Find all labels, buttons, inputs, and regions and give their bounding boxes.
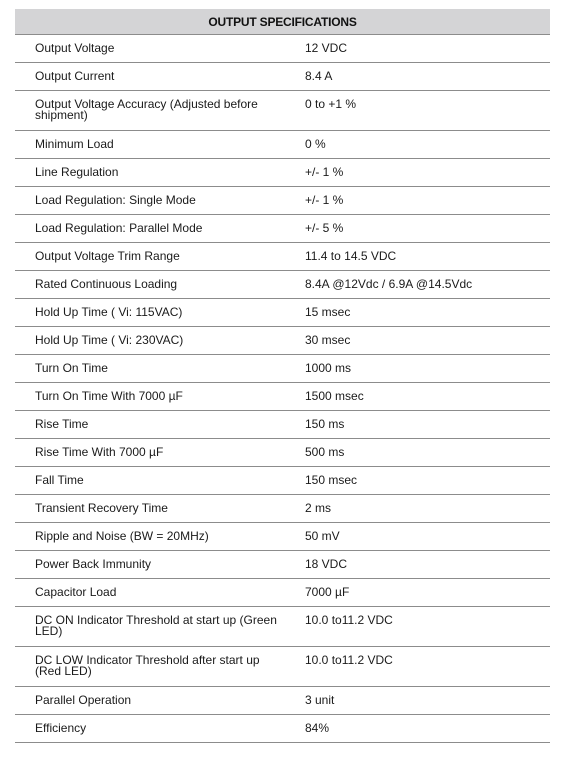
- spec-value: 1000 ms: [305, 361, 352, 375]
- spec-value: 15 msec: [305, 305, 351, 319]
- spec-value: 8.4A @12Vdc / 6.9A @14.5Vdc: [305, 277, 473, 291]
- table-row: [15, 551, 550, 579]
- spec-value: 3 unit: [305, 693, 335, 707]
- table-row: [15, 411, 550, 439]
- table-row: [15, 355, 550, 383]
- table-row: [15, 607, 550, 647]
- spec-value: 10.0 to11.2 VDC: [305, 613, 393, 627]
- table-row: [15, 187, 550, 215]
- spec-value: 0 to +1 %: [305, 97, 357, 111]
- spec-value: +/- 1 %: [305, 165, 344, 179]
- spec-label: Parallel Operation: [35, 693, 132, 707]
- spec-value: 18 VDC: [305, 557, 348, 571]
- spec-label: Power Back Immunity: [35, 557, 152, 571]
- table-row: [15, 715, 550, 743]
- spec-value: 150 msec: [305, 473, 358, 487]
- spec-label: Turn On Time: [35, 361, 108, 375]
- spec-value: 8.4 A: [305, 69, 333, 83]
- table-row: [15, 271, 550, 299]
- table-title: OUTPUT SPECIFICATIONS: [15, 9, 550, 35]
- spec-label: Transient Recovery Time: [35, 501, 168, 515]
- spec-label: Ripple and Noise (BW = 20MHz): [35, 529, 209, 543]
- spec-value: 500 ms: [305, 445, 345, 459]
- spec-value: 11.4 to 14.5 VDC: [305, 249, 397, 263]
- table-row: [15, 383, 550, 411]
- table-row: [15, 215, 550, 243]
- table-row: [15, 467, 550, 495]
- spec-label: Output Voltage Accuracy (Adjusted before shipment): [35, 97, 258, 122]
- spec-value: 2 ms: [305, 501, 332, 515]
- table-row: [15, 131, 550, 159]
- table-row: [15, 439, 550, 467]
- table-row: [15, 63, 550, 91]
- spec-label: Minimum Load: [35, 137, 114, 151]
- spec-label: Rise Time: [35, 417, 89, 431]
- spec-value: 7000 µF: [305, 585, 350, 599]
- spec-value: +/- 5 %: [305, 221, 344, 235]
- spec-label: DC LOW Indicator Threshold after start up (Red LED): [35, 653, 260, 678]
- spec-label: Rated Continuous Loading: [35, 277, 178, 291]
- spec-value: +/- 1 %: [305, 193, 344, 207]
- table-row: [15, 523, 550, 551]
- spec-label: Load Regulation: Single Mode: [35, 193, 196, 207]
- table-row: [15, 579, 550, 607]
- spec-label: Turn On Time With 7000 µF: [35, 389, 183, 403]
- table-row: [15, 687, 550, 715]
- spec-value: 84%: [305, 721, 330, 735]
- spec-label: Output Current: [35, 69, 115, 83]
- spec-label: Load Regulation: Parallel Mode: [35, 221, 203, 235]
- table-row: [15, 35, 550, 63]
- spec-value: 150 ms: [305, 417, 345, 431]
- spec-value: 0 %: [305, 137, 326, 151]
- spec-label: Rise Time With 7000 µF: [35, 445, 164, 459]
- table-row: [15, 495, 550, 523]
- spec-label: Efficiency: [35, 721, 87, 735]
- spec-value: 1500 msec: [305, 389, 364, 403]
- spec-label: Line Regulation: [35, 165, 119, 179]
- spec-value: 50 mV: [305, 529, 340, 543]
- table-row: [15, 327, 550, 355]
- spec-label: Capacitor Load: [35, 585, 117, 599]
- table-row: [15, 647, 550, 687]
- spec-value: 12 VDC: [305, 41, 348, 55]
- spec-label: Fall Time: [35, 473, 84, 487]
- output-specifications-table: [15, 9, 550, 743]
- spec-label: Hold Up Time ( Vi: 230VAC): [35, 333, 184, 347]
- table-row: [15, 91, 550, 131]
- table-row: [15, 299, 550, 327]
- spec-label: Hold Up Time ( Vi: 115VAC): [35, 305, 183, 319]
- spec-value: 30 msec: [305, 333, 351, 347]
- spec-label: DC ON Indicator Threshold at start up (Green LED): [35, 613, 277, 638]
- spec-value: 10.0 to11.2 VDC: [305, 653, 393, 667]
- table-row: [15, 159, 550, 187]
- spec-label: Output Voltage Trim Range: [35, 249, 180, 263]
- table-row: [15, 243, 550, 271]
- spec-label: Output Voltage: [35, 41, 115, 55]
